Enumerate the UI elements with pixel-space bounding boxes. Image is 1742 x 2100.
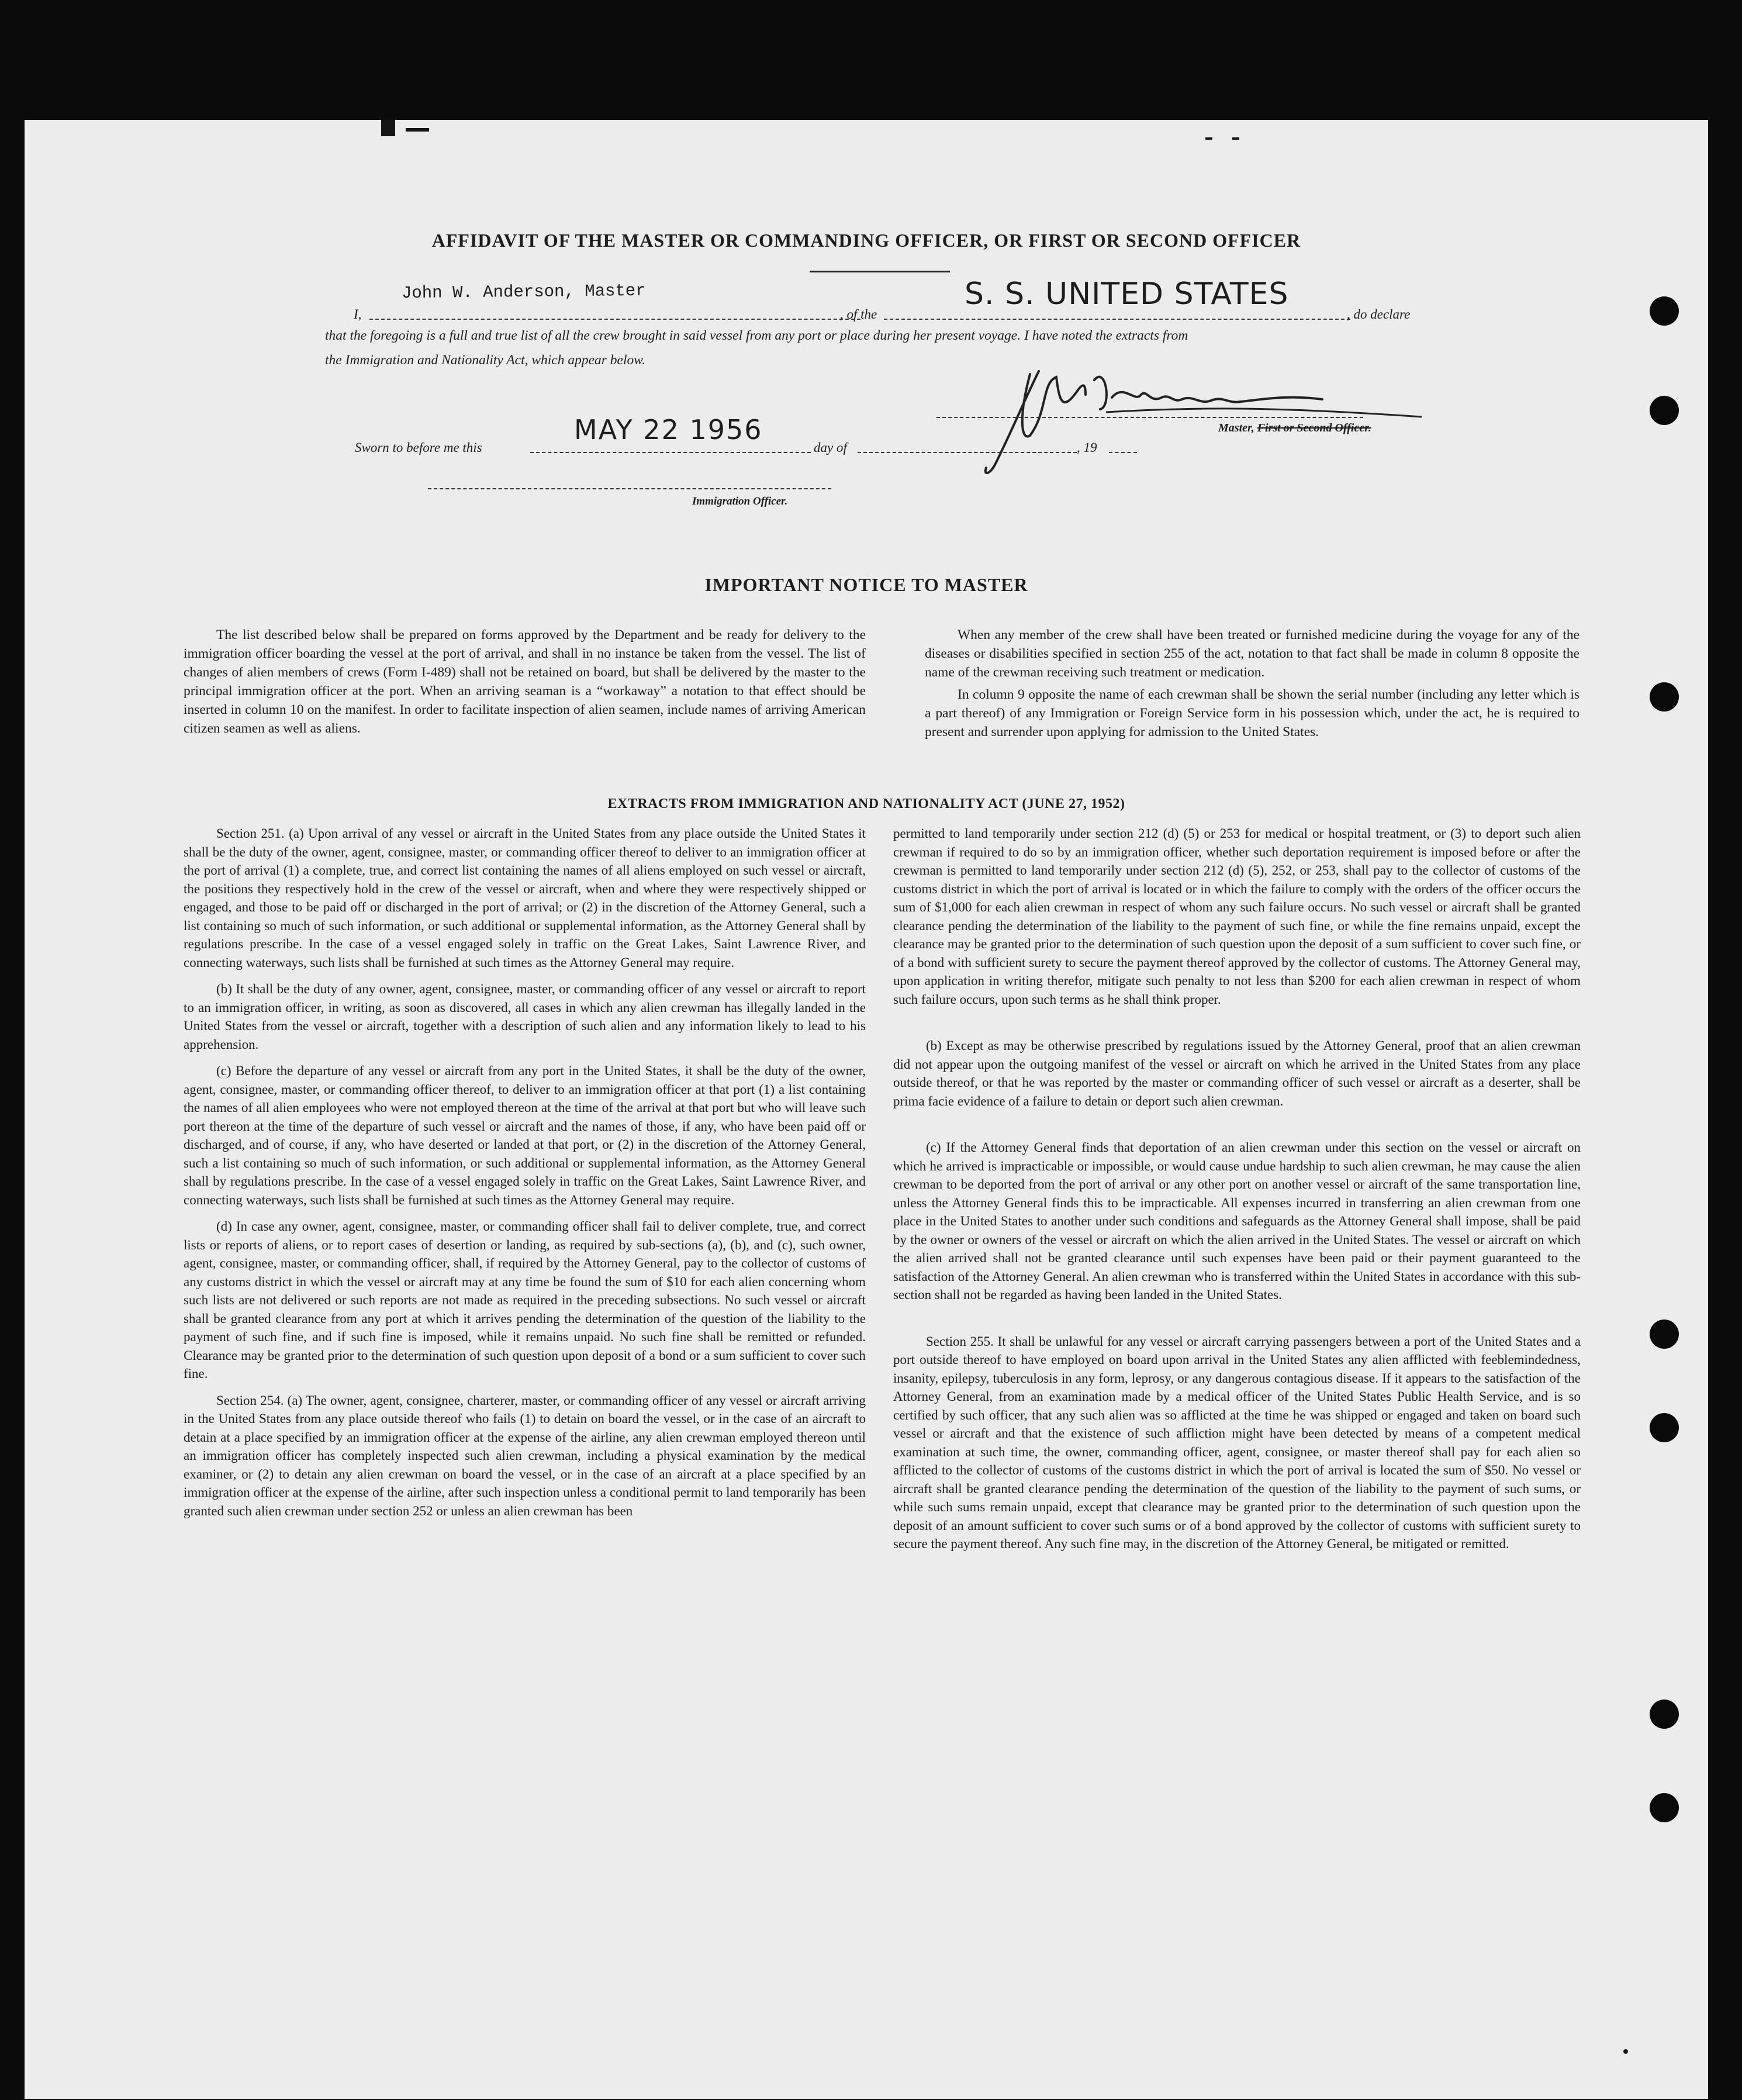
notice-left-column — [184, 626, 866, 746]
statute-paragraph: (d) In case any owner, agent, consignee, master, or commanding officer shall fail to deliver complete, true, and correct lists or reports of aliens, or to report cases of desertion or landing, as required by sub-sections (a), (b), and (c), such owner, agent, consignee, master, or commanding officer, shall, if required by the Attorney General, pay to the collector of customs of any customs district in which the vessel or aircraft may at any time be found the sum of $10 for each alien concerning whom such lists are not delivered or such reports are not made as required in the preceding subsections. No such vessel or aircraft shall be granted clearance from any port at which it arrives pending the determination of the question of the liability to the payment of such fine, and if such fine is imposed, while it remains unpaid. No such fine shall be remitted or refunded. Clearance may be granted prior to the determination of such question upon deposit of a bond or a sum sufficient to cover such fine. — [184, 1219, 866, 1381]
sworn-day-line — [530, 452, 811, 453]
statute-paragraph: (c) If the Attorney General finds that deportation of an alien crewman under this section on the vessel or aircraft on which he arrived is impracticable or impossible, or would cause undue hardship to such alien crewman, he may cause the alien crewman to be deported from the port of arrival or any other port on another vessel or aircraft of the same transportation line, unless the Attorney General finds this to be impracticable. All expenses incurred in transferring an alien crewman from one place in the United States to another under such conditions and safeguards as the Attorney General shall impose, shall be paid by the owner or owners of the vessel or aircraft on which the alien arrived in the United States. The vessel or aircraft on which the alien arrived shall not be granted clearance until such expenses have been paid or their payment guaranteed to the satisfaction of the Attorney General. An alien crewman who is transferred within the United States in accordance with this sub-section shall not be regarded as having been landed in the United States. — [893, 1140, 1581, 1302]
title-rule — [810, 271, 950, 272]
punch-hole — [1650, 1320, 1679, 1349]
statute-paragraph: (c) Before the departure of any vessel or aircraft from any port in the United States, it shall be the duty of the owner, agent, consignee, master, or commanding officer thereof, to deliver to an immigration officer at that port (1) a list containing the names of all alien employees who were not employed thereon at the time of the arrival at that port but who will leave such port thereon at the time of the departure of such vessel or aircraft and the names of those, if any, who have been paid off or discharged, and of course, if any, who have deserted or landed at that port, or (2) in the discretion of the Attorney General, such a list containing so much of such information, or such additional or supplemental information, as the Attorney General shall by regulations prescribe. In the case of a vessel engaged solely in traffic on the Great Lakes, Saint Lawrence River, and connecting waterways, such lists shall be furnished at such times as the Attorney General may require. — [184, 1063, 866, 1207]
signature-caption-prefix: Master, — [1218, 422, 1254, 434]
signature-caption-struck: First or Second Officer. — [1257, 422, 1371, 434]
of-the-label: , of the — [840, 307, 877, 322]
signature-caption — [1218, 422, 1371, 435]
declaration-text-2: the Immigration and Nationality Act, which appear below. — [325, 353, 646, 368]
vessel-name-typed: S. S. UNITED STATES — [965, 277, 1289, 312]
extracts-left-column — [184, 824, 866, 1528]
notice-heading: IMPORTANT NOTICE TO MASTER — [704, 574, 1028, 595]
sworn-date-stamp: MAY 22 1956 — [574, 414, 763, 445]
notice-paragraph: In column 9 opposite the name of each crewman shall be shown the serial number (including any letter which is a part thereof) of any Immigration or Foreign Service form in his possession which, under the act, he is required to present and surrender upon applying for admission to the United States. — [925, 687, 1579, 740]
punch-hole — [1650, 682, 1679, 711]
statute-paragraph: Section 255. It shall be unlawful for any vessel or aircraft carrying passengers between a port of the United States and a port outside thereof to have employed on board upon arrival in the United States any alien afflicted with feeblemindedness, insanity, epilepsy, tuberculosis in any form, leprosy, or any dangerous contagious disease. If it appears to the satisfaction of the Attorney General, from an examination made by a medical officer of the United States Public Health Service, and is so certified by such officer, that any such alien was so afflicted at the time he was shipped or engaged and taken on board such vessel or aircraft and that the existence of such affliction might have been detected by means of a competent medical examination at such time, the owner, commanding officer, agent, consignee, or master thereof shall pay for each alien so afflicted to the collector of customs of the customs district in which the port of arrival is located the sum of $50. No vessel or aircraft shall be granted clearance pending the determination of the question of the liability to the payment of such sums, or while such sums remain unpaid, except that clearance may be granted prior to the determination of such question upon the deposit of an amount sufficient to cover such sums or of a bond approved by the collector of customs with sufficient surety to secure the payment thereof. Any such fine may, in the discretion of the Attorney General, be mitigated or remitted. — [893, 1334, 1581, 1551]
i-label: I, — [354, 307, 362, 322]
year-label: , 19 — [1077, 440, 1097, 455]
punch-hole — [1650, 396, 1679, 425]
statute-paragraph: Section 251. (a) Upon arrival of any vessel or aircraft in the United States from any place outside the United States it shall be the duty of the owner, agent, consignee, master, or commanding officer thereof to deliver to an immigration officer at the port of arrival (1) a complete, true, and correct list containing the names of all aliens employed on such vessel or aircraft, the positions they respectively hold in the crew of the vessel or aircraft, when and where they were respectively shipped or engaged, and those to be paid off or discharged in the port of arrival; or (2) in the discretion of the Attorney General, such a list containing so much of such information, or such additional or supplemental information, as the Attorney General shall by regulations prescribe. In the case of a vessel engaged solely in traffic on the Great Lakes, Saint Lawrence River, and connecting waterways, such lists shall be furnished at such times as the Attorney General may require. — [184, 826, 866, 970]
declaration-text: that the foregoing is a full and true list of all the crew brought in said vessel from any port or place during her present voyage. I have noted the extracts from — [325, 328, 1188, 343]
immigration-officer-caption: Immigration Officer. — [692, 495, 788, 507]
punch-hole — [1650, 296, 1679, 326]
statute-paragraph: permitted to land temporarily under section 212 (d) (5) or 253 for medical or hospital treatment, or (3) to deport such alien crewman if required to do so by an immigration officer, whether such deportation requirement is imposed before or after the crewman is permitted to land temporarily under section 212 (d) (5), 252, or 253, shall pay to the collector of customs of the customs district in which the port of arrival is located or in which the failure to comply with the orders of the officer occurs the sum of $1,000 for each alien crewman in respect of whom any such failure occurs. No such vessel or aircraft shall be granted clearance pending the determination of the liability to the payment of such fine, or while the fine remains unpaid, except the clearance may be granted prior to the determination of such question upon the deposit of a sum sufficient to cover such fine, or of a bond with sufficient surety to secure the payment thereof approved by the collector of customs. The Attorney General may, upon application in writing therefor, mitigate such penalty to not less than $200 for each alien crewman in respect of whom such failure occurs, upon such terms as he shall think proper. — [893, 826, 1581, 1007]
notice-paragraph: When any member of the crew shall have been treated or furnished medicine during the voyage for any of the diseases or disabilities specified in section 255 of the act, notation to that fact shall be made in column 8 opposite the name of the crewman receiving such treatment or medication. — [925, 627, 1579, 680]
vessel-name-line — [884, 319, 1350, 320]
master-signature — [960, 348, 1463, 482]
master-name-line — [369, 319, 860, 320]
punch-hole — [1650, 1700, 1679, 1729]
statute-paragraph: Section 254. (a) The owner, agent, consignee, charterer, master, or commanding officer of any vessel or aircraft arriving in the United States from any place outside thereof who fails (1) to detain on board the vessel, or in the case of an aircraft to detain at a place specified by an immigration officer at the expense of the airline, any alien crewman employed thereon until an immigration officer has completely inspected such alien crewman, including a physical examination by the medical examiner, or (2) to detain any alien crewman on board the vessel, or in the case of an aircraft at a place specified by an immigration officer at the expense of the airline, after such inspection unless a conditional permit to land temporarily has been granted such alien crewman under section 252 or unless an alien crewman has been — [184, 1393, 866, 1518]
scan-mark — [381, 120, 395, 136]
notice-right-column — [925, 626, 1579, 745]
notice-paragraph: The list described below shall be prepared on forms approved by the Department and be ready for delivery to the immigration officer boarding the vessel at the port of arrival, and shall in no instance be taken from the vessel. The list of changes of alien members of crews (Form I-489) shall not be retained on board, but shall be delivered by the master to the principal immigration officer at the port. When an arriving seaman is a “workaway” a notation to that effect should be inserted in column 10 on the manifest. In order to facilitate inspection of alien seamen, include names of arriving American citizen seamen as well as aliens. — [184, 627, 866, 736]
sworn-month-line — [858, 452, 1077, 453]
day-of-label: day of — [814, 440, 847, 455]
scan-mark — [1232, 137, 1239, 140]
immigration-officer-line — [428, 488, 831, 489]
punch-hole — [1650, 1413, 1679, 1442]
scan-mark — [1205, 137, 1212, 140]
master-name-typed: John W. Anderson, Master — [401, 281, 646, 303]
signature-line — [936, 417, 1363, 418]
extracts-right-column — [893, 824, 1581, 1581]
document-page — [25, 120, 1708, 2099]
statute-paragraph: (b) Except as may be otherwise prescribed by regulations issued by the Attorney General, proof that an alien crewman did not appear upon the outgoing manifest of the vessel or aircraft on which he arrived in the United States from any place outside thereof, or that he was reported by the master or commanding officer of such vessel or aircraft as a deserter, shall be prima facie evidence of a failure to detain or deport such alien crewman. — [893, 1038, 1581, 1108]
scan-mark — [1623, 2049, 1628, 2054]
punch-hole — [1650, 1793, 1679, 1822]
affidavit-title: AFFIDAVIT OF THE MASTER OR COMMANDING OFFICER, OR FIRST OR SECOND OFFICER — [431, 230, 1301, 251]
sworn-label: Sworn to before me this — [355, 440, 482, 455]
statute-paragraph: (b) It shall be the duty of any owner, agent, consignee, master, or commanding officer of any vessel or aircraft to report to an immigration officer, in writing, as soon as discovered, all cases in which any alien crewman has illegally landed in the United States from the vessel or aircraft, together with a description of such alien and any information likely to lead to his apprehension. — [184, 982, 866, 1052]
do-declare-label: , do declare — [1347, 307, 1411, 322]
extracts-heading: EXTRACTS FROM IMMIGRATION AND NATIONALITY ACT (JUNE 27, 1952) — [607, 796, 1125, 811]
sworn-year-line — [1109, 452, 1137, 453]
scan-mark — [406, 128, 429, 132]
